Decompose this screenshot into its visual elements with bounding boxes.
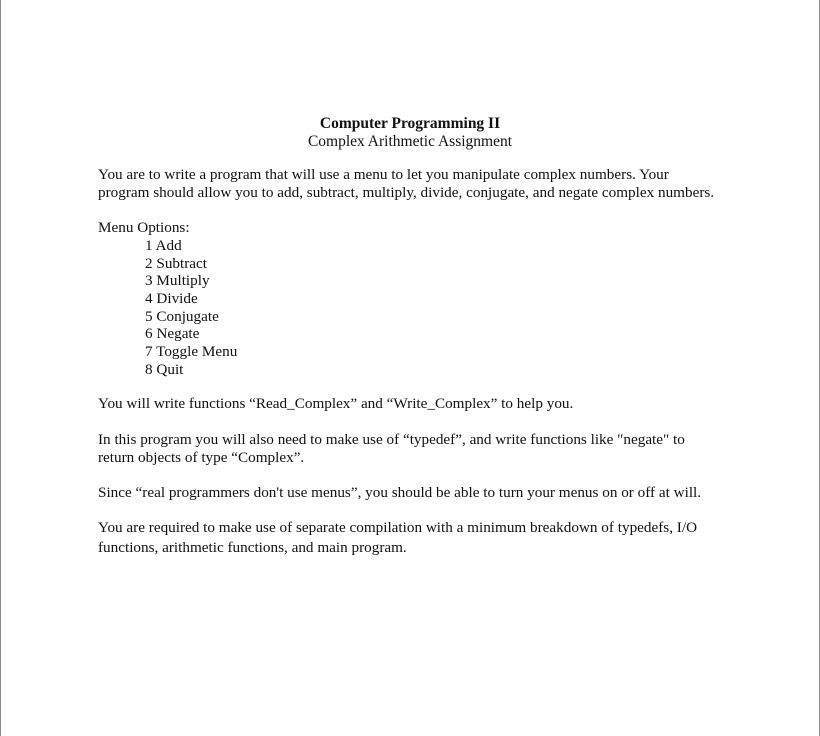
menu-option-add: 1 Add	[145, 237, 182, 254]
compile-line-2: functions, arithmetic functions, and main program.	[98, 539, 407, 556]
menu-heading: Menu Options:	[98, 219, 190, 236]
menu-option-negate: 6 Negate	[145, 325, 200, 343]
typedef-line-2: return objects of type “Complex”.	[98, 449, 305, 466]
menu-options-list	[145, 237, 237, 379]
menu-option-subtract: 2 Subtract	[145, 254, 208, 272]
compile-line-1: You are required to make use of separate compilation with a minimum breakdown of typedefs, I/O	[98, 519, 698, 536]
menu-option-toggle-menu: 7 Toggle Menu	[145, 343, 238, 361]
functions-paragraph: You will write functions “Read_Complex” and “Write_Complex” to help you.	[98, 395, 574, 412]
menus-paragraph: Since “real programmers don't use menus”, you should be able to turn your menus on or off at will.	[98, 484, 702, 501]
menu-option-multiply: 3 Multiply	[145, 272, 210, 290]
menu-option-quit: 8 Quit	[145, 360, 184, 378]
typedef-paragraph	[98, 431, 738, 467]
menu-option-divide: 4 Divide	[145, 290, 198, 308]
document-title: Computer Programming II	[319, 115, 501, 132]
typedef-line-1: In this program you will also need to make use of “typedef”, and write functions like "negate" to	[98, 431, 685, 448]
title-block	[1, 115, 819, 151]
intro-line-2: program should allow you to add, subtract, multiply, divide, conjugate, and negate complex numbers.	[98, 184, 715, 201]
intro-paragraph	[98, 166, 738, 202]
menu-option-conjugate: 5 Conjugate	[145, 307, 219, 325]
intro-line-1: You are to write a program that will use a menu to let you manipulate complex numbers. Your	[98, 166, 669, 183]
document-subtitle: Complex Arithmetic Assignment	[307, 133, 513, 150]
compile-paragraph	[98, 518, 738, 558]
